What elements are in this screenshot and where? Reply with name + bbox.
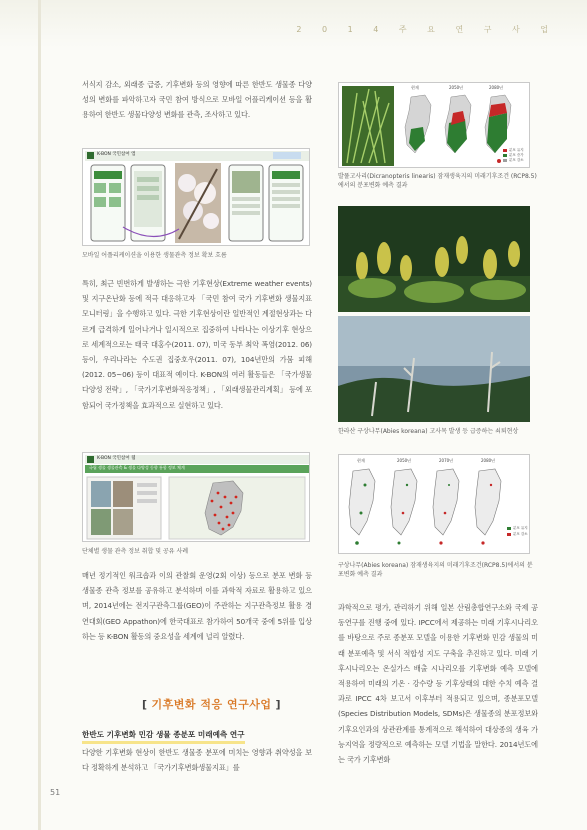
fig3-year-1: 2050년 (449, 85, 464, 90)
fig3-year-2: 2080년 (489, 85, 504, 90)
paragraph-sdm: 과학적으로 평가, 관리하기 위해 일본 산림총합연구소와 국제 공동연구를 진행 중에 있다. IPCC에서 제공하는 미래 기후시나리오를 바탕으로 주로 종분포 모델을 이용한 기후변화 민감 생물의 미래 분포예측 및 서식 적합성 지도 구축을 추진하고 있다. 미래 기후시나리오는 온실가스 배출 시나리오를 기후변화 예측 모델에 적용하여 미래의 기온 · 강수량 등 기후상태의 대한 수치 예측 결과로 IPCC 4차 보고서 이후부터 적용되고 있으며, 종분포모델(Species Distribution Models, SDMs)은 생물종의 분포정보와 기후요인과의 상관관계를 통계적으로 해석하여 대상종의 생육 가능지역을 정량적으로 예측하는 모델 기법을 말한다. 2014년도에는 국가 기후변화 (338, 603, 538, 765)
figure-abies-prediction (338, 454, 530, 554)
subsection-title: 한반도 기후변화 민감 생물 종분포 미래예측 연구 (82, 729, 245, 744)
fig3-legend-2: 분포 감소 (509, 158, 524, 162)
fig3-legend-1: 분포 증가 (509, 153, 524, 157)
fig5-year-1: 2050년 (397, 458, 412, 463)
bracket-open: [ (142, 698, 148, 711)
caption-abies-prediction: 구상나무(Abies koreana) 잠재생육지의 미래기후조건(RCP8.5)에서의 분포변화 예측 결과 (338, 562, 533, 578)
caption-web-portal: 단체별 생물 관측 정보 취합 및 공유 사례 (82, 548, 189, 555)
page-number: 51 (50, 788, 61, 797)
paragraph-extreme-weather: 특히, 최근 빈번하게 발생하는 극한 기후현상(Extreme weather events) 및 지구온난화 등에 적극 대응하고자 「국민 참여 국가 기후변화 생물지표 모니터링」을 수행하고 있다. 극한 기후현상이란 일반적인 계절현상과는 다르게 급격하게 일어나거나 일시적으로 집중하여 나타나는 이상기후 현상으로 세계적으로는 태국 대홍수(2011. 07), 미국 동부 최악 폭염(2012. 06) 등이, 우리나라는 수도권 집중호우(2011. 07), 104년만의 가뭄 피해(2012. 05~06) 등이 대표적 예이다. K-BON의 여러 활동들은 「국가생물다양성 전략」, 「국가기후변화적응정책」, 「외래생물관리계획」 등에 포함되어 국가정책을 효과적으로 실현하고 있다. (82, 279, 312, 410)
margin-rule (38, 0, 41, 830)
section-title-text: 기후변화 적응 연구사업 (151, 698, 272, 711)
figure-fern-prediction (338, 82, 530, 168)
running-header: 2 0 1 4 주 요 연 구 사 업 (296, 25, 557, 34)
dead-trees-image (338, 316, 530, 422)
paragraph-intro: 서식지 감소, 외래종 급증, 기후변화 등의 영향에 따른 한반도 생물종 다양성의 변화를 파악하고자 국민 참여 방식으로 모바일 어플리케이션 등을 활용하여 한반도 생물다양성 변화를 관측, 조사하고 있다. (82, 80, 312, 120)
fern-prediction-illustration (339, 83, 531, 169)
abies-prediction-maps (339, 455, 531, 555)
caption-mobile-app: 모바일 어플리케이션을 이용한 생물관측 정보 확보 흐름 (82, 252, 227, 259)
bracket-close: ] (275, 698, 281, 711)
fig5-year-3: 2080년 (481, 458, 496, 463)
figure-mobile-app (82, 148, 310, 246)
fig5-year-0: 현재 (357, 458, 365, 463)
section-heading (138, 696, 285, 712)
photo-abies-cones (338, 206, 530, 312)
paragraph-section-intro: 다양한 기후변화 현상이 한반도 생물종 분포에 미치는 영향과 취약성을 보다 정확하게 분석하고 「국가기후변화생물지표」를 (82, 748, 312, 773)
fig5-legend-1: 분포 감소 (513, 532, 528, 536)
fig3-legend-0: 분포 유지 (509, 148, 524, 152)
photo-dead-trees (338, 316, 530, 422)
fig1-app-title: K-BON 국민참여 앱 (97, 152, 136, 157)
fig5-year-2: 2070년 (439, 458, 454, 463)
paragraph-workshops: 매년 정기적인 워크숍과 이의 관찰회 운영(2회 이상) 등으로 분포 변화 등 생물종 관측 정보를 공유하고 분석하며 이를 과학적 자료로 활용하고 있으며, 2014년에는 전지구관측그룹(GEO)이 주관하는 지구관측정보 활용 경연대회(GEO Appathon)에 한국대표로 참가하여 50개국 중에 5위를 입상하는 등 K-BON 활동의 중요성을 세계에 널리 알렸다. (82, 571, 312, 641)
figure-web-portal (82, 452, 310, 542)
mobile-app-illustration (83, 149, 311, 247)
fig2-subtitle: 국립 생물 생물관측 & 생물 다양성 동향 통합 정보 체계 (89, 465, 185, 470)
fig3-year-0: 현재 (411, 85, 419, 90)
caption-abies-decline: 한라산 구상나무(Abies koreana) 고사목 발생 등 급증하는 쇠퇴현상 (338, 428, 519, 435)
fig5-legend-0: 분포 유지 (513, 526, 528, 530)
abies-cones-image (338, 206, 530, 312)
fig2-title: K-BON 국민참여 웹 (97, 456, 136, 461)
caption-fern-prediction: 발풀고사리(Dicranopteris linearis) 잠재생육지의 미래기후조건 (RCP8.5)에서의 분포변화 예측 결과 (338, 173, 537, 189)
